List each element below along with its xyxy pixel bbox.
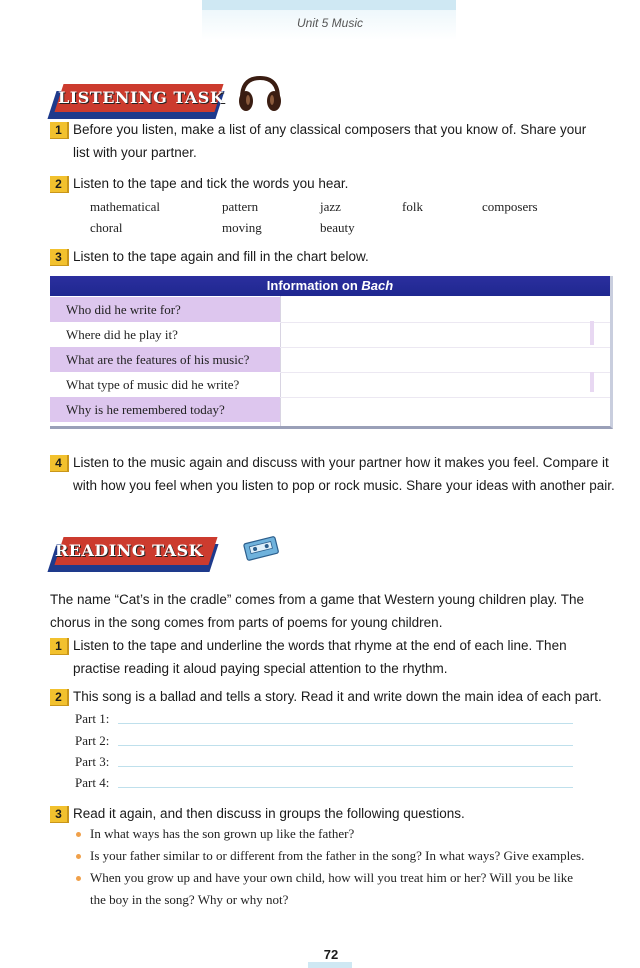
bullet-icon (76, 832, 81, 837)
chart-mark (590, 372, 594, 392)
chart-divider (280, 296, 281, 426)
chart-row-divider (280, 397, 610, 398)
bullet-icon (76, 876, 81, 881)
task-number: 3 (50, 249, 69, 266)
task-text: Listen to the music again and discuss with your partner how it makes you feel. Compare it (73, 455, 609, 470)
cassette-tape-icon (242, 534, 280, 562)
task-text: with how you feel when you listen to pop or rock music. Share your ideas with another pair. (73, 478, 615, 493)
chart-row-label: Why is he remembered today? (50, 397, 280, 422)
chart-row-divider (280, 322, 610, 323)
chart-row-divider (280, 372, 610, 373)
part-label: Part 3: (75, 754, 110, 769)
listening-task-title: LISTENING TASK (58, 88, 225, 107)
task-number: 2 (50, 176, 69, 193)
chart-row-label: Where did he play it? (66, 327, 178, 342)
task-number: 1 (50, 638, 69, 655)
part-label: Part 1: (75, 711, 110, 726)
bullet-icon (76, 854, 81, 859)
answer-line[interactable] (118, 723, 573, 724)
chart-row-label: Who did he write for? (50, 297, 280, 322)
headphones-icon (236, 74, 284, 114)
bach-info-chart (50, 276, 613, 429)
reading-intro: The name “Cat’s in the cradle” comes from a game that Western young children play. The (50, 592, 585, 607)
task-number: 4 (50, 455, 69, 472)
answer-line[interactable] (118, 787, 573, 788)
word-item: jazz (320, 199, 341, 214)
task-text: This song is a ballad and tells a story. Read it and write down the main idea of each part. (73, 689, 602, 704)
chart-title-prefix: Information on (266, 278, 362, 293)
chart-title-name: Bach (361, 278, 394, 293)
page-number-decoration (308, 962, 352, 968)
reading-intro: chorus in the song comes from parts of poems for young children. (50, 615, 443, 630)
chart-header (50, 276, 610, 296)
task-text: practise reading it aloud paying special attention to the rhythm. (73, 661, 448, 676)
word-item: choral (90, 220, 123, 235)
discussion-question: Is your father similar to or different from the father in the song? In what ways? Give examples. (90, 848, 585, 863)
word-item: moving (222, 220, 262, 235)
discussion-question: When you grow up and have your own child, how will you treat him or her? Will you be like (90, 870, 574, 885)
task-text: Listen to the tape and underline the words that rhyme at the end of each line. Then (73, 638, 567, 653)
task-text: Read it again, and then discuss in groups the following questions. (73, 806, 465, 821)
task-text: Listen to the tape again and fill in the chart below. (73, 249, 369, 264)
task-text: list with your partner. (73, 145, 197, 160)
word-item: mathematical (90, 199, 161, 214)
unit-title: Unit 5 Music (296, 16, 364, 30)
word-item: folk (402, 199, 423, 214)
word-item: pattern (222, 199, 259, 214)
task-number: 1 (50, 122, 69, 139)
task-text: Listen to the tape and tick the words you hear. (73, 176, 349, 191)
task-number: 2 (50, 689, 69, 706)
header-decoration (202, 0, 456, 10)
task-number: 3 (50, 806, 69, 823)
task-text: Before you listen, make a list of any classical composers that you know of. Share your (73, 122, 587, 137)
word-item: beauty (320, 220, 355, 235)
chart-mark (590, 321, 594, 345)
discussion-question: the boy in the song? Why or why not? (90, 892, 289, 907)
chart-row-label: What are the features of his music? (50, 347, 280, 372)
word-item: composers (482, 199, 538, 214)
page-number: 72 (323, 947, 339, 962)
answer-line[interactable] (118, 766, 573, 767)
reading-task-title: READING TASK (55, 541, 204, 560)
part-label: Part 4: (75, 775, 110, 790)
discussion-question: In what ways has the son grown up like the father? (90, 826, 355, 841)
chart-row-label: What type of music did he write? (66, 377, 240, 392)
chart-row-divider (280, 347, 610, 348)
part-label: Part 2: (75, 733, 110, 748)
answer-line[interactable] (118, 745, 573, 746)
